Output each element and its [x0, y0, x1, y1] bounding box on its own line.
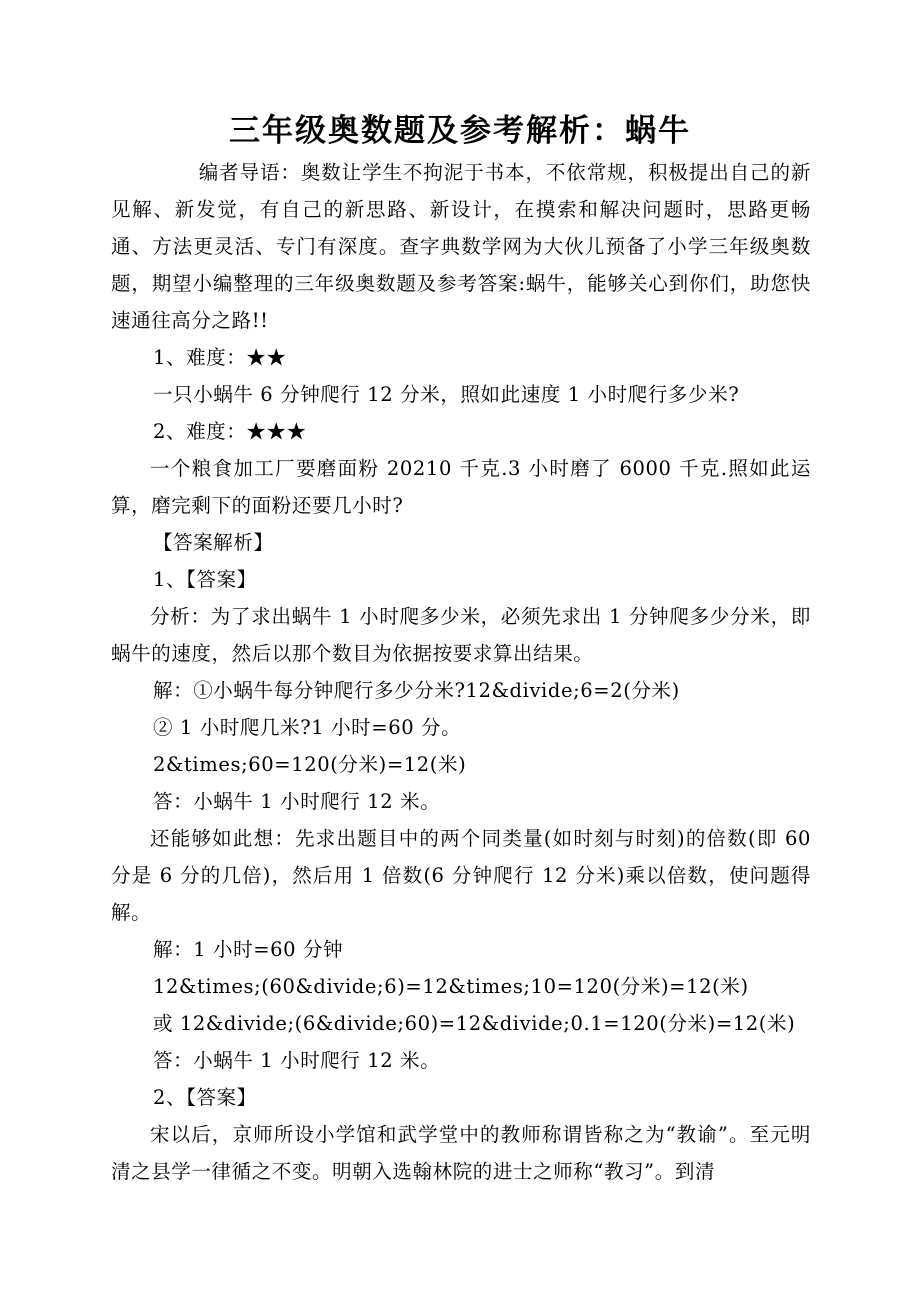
question-1-text: 一只小蜗牛 6 分钟爬行 12 分米，照如此速度 1 小时爬行多少米? — [153, 383, 740, 406]
answer-1-alt-step-1: 解：1 小时=60 分钟 — [153, 938, 344, 961]
answer-2-header: 2、【答案】 — [153, 1086, 257, 1109]
answer-1-alt-step-3: 或 12&divide;(6&divide;60)=12&divide;0.1=120(分米)=12(米) — [153, 1012, 796, 1035]
answer-2-text: 宋以后，京师所设小学馆和武学堂中的教师称谓皆称之为“教谕”。至元明清之县学一律循之不变。明朝入选翰林院的进士之师称“教习”。到清 — [111, 1123, 811, 1183]
answer-1-step-3: 2&times;60=120(分米)=12(米) — [153, 753, 467, 776]
answer-1-analysis: 分析：为了求出蜗牛 1 小时爬多少米，必须先求出 1 分钟爬多少分米，即蜗牛的速度，然后以那个数目为依据按要求算出结果。 — [111, 605, 811, 665]
answer-1-alt-conclusion: 答：小蜗牛 1 小时爬行 12 米。 — [153, 1049, 441, 1072]
answer-1-step-2: ② 1 小时爬几米?1 小时=60 分。 — [153, 716, 462, 739]
answer-section-header: 【答案解析】 — [153, 531, 274, 554]
document-title: 三年级奥数题及参考解析：蜗牛 — [229, 113, 691, 149]
intro-paragraph: 编者导语：奥数让学生不拘泥于书本，不依常规，积极提出自己的新见解、新发觉，有自己的新思路、新设计，在摸索和解决问题时，思路更畅通、方法更灵活、专门有深度。查字典数学网为大伙儿预备了小学三年级奥数题，期望小编整理的三年级奥数题及参考答案:蜗牛，能够关心到你们，助您快速通往高分之路!! — [111, 161, 811, 332]
answer-1-step-1: 解：①小蜗牛每分钟爬行多少分米?12&divide;6=2(分米) — [153, 679, 680, 702]
question-2-text: 一个粮食加工厂要磨面粉 20210 千克.3 小时磨了 6000 千克.照如此运算，磨完剩下的面粉还要几小时? — [111, 457, 811, 517]
answer-1-conclusion: 答：小蜗牛 1 小时爬行 12 米。 — [153, 790, 441, 813]
answer-1-alt-step-2: 12&times;(60&divide;6)=12&times;10=120(分米)=12(米) — [153, 975, 749, 998]
question-1-difficulty: 1、难度：★★ — [153, 346, 287, 369]
answer-1-alternative: 还能够如此想：先求出题目中的两个同类量(如时刻与时刻)的倍数(即 60 分是 6 分的几倍)，然后用 1 倍数(6 分钟爬行 12 分米)乘以倍数，使问题得解。 — [111, 827, 811, 924]
question-2-difficulty: 2、难度：★★★ — [153, 420, 307, 443]
answer-1-header: 1、【答案】 — [153, 568, 257, 591]
